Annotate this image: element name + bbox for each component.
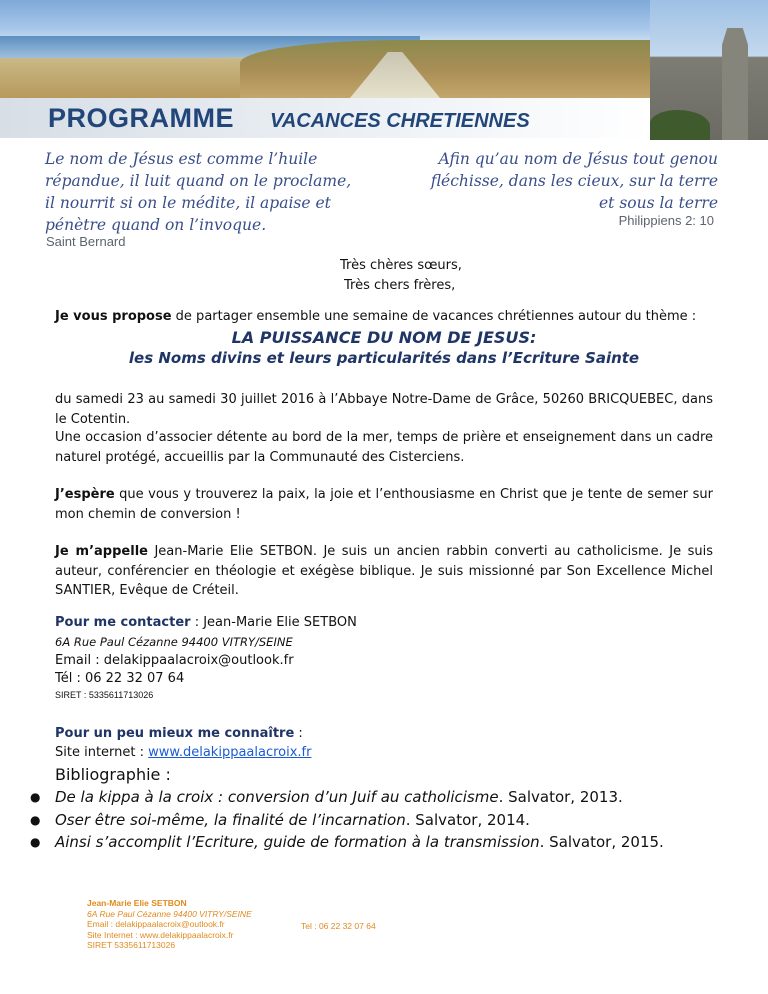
website-label: Site internet :: [55, 745, 149, 760]
dune-area: [240, 40, 650, 98]
book-title: Ainsi s’accomplit l’Ecriture, guide de formation à la transmission: [55, 833, 540, 851]
theme-subtitle: les Noms divins et leurs particularités dans l’Ecriture Sainte: [128, 349, 640, 367]
more-line: [55, 726, 303, 741]
more-colon: :: [294, 726, 303, 741]
greeting-line-2: Très chers frères,: [344, 278, 456, 293]
footer-name: Jean-Marie Elie SETBON: [87, 898, 187, 908]
bullet-icon: ●: [30, 790, 41, 804]
details-dates: du samedi 23 au samedi 30 juillet 2016 à l’Abbaye Notre-Dame de Grâce, 50260 BRICQUEBEC, dans le Cotentin.: [55, 392, 713, 427]
book-publisher: . Salvator, 2015.: [539, 833, 664, 851]
greeting-line-1: Très chères sœurs,: [340, 258, 462, 273]
bibliography-list: [30, 786, 750, 854]
about-text: Jean-Marie Elie SETBON. Je suis un ancien rabbin converti au catholicisme. Je suis auteur, conférencier en théologie et exégèse biblique. Je suis missionné par Son Excellence Michel SANTIER, Evêque de Créteil.: [55, 544, 713, 598]
hope-paragraph: [55, 485, 713, 524]
footer-site: Site Internet : www.delakippaalacroix.fr: [87, 929, 234, 940]
hope-lead: J’espère: [55, 487, 115, 502]
contact-address: 6A Rue Paul Cézanne 94400 VITRY/SEINE: [55, 635, 293, 649]
intro-text: de partager ensemble une semaine de vacances chrétiennes autour du thème :: [171, 309, 697, 324]
more-lead: Pour un peu mieux me connaître: [55, 726, 295, 741]
quote-right: Afin qu’au nom de Jésus tout genou fléchisse, dans les cieux, sur la terre et sous la terre: [430, 150, 718, 212]
contact-email: Email : delakippaalacroix@outlook.fr: [55, 653, 294, 668]
theme-title: LA PUISSANCE DU NOM DE JESUS:: [231, 328, 537, 347]
list-item: [30, 831, 750, 854]
quote-right-source: Philippiens 2: 10: [618, 213, 714, 228]
intro-paragraph: [55, 307, 713, 327]
tree-shape: [650, 110, 710, 140]
bullet-icon: ●: [30, 812, 41, 827]
church-tower: [722, 28, 748, 140]
list-item: [30, 809, 750, 832]
bibliography-title: Bibliographie :: [55, 765, 171, 784]
footer-phone: Tel : 06 22 32 07 64: [301, 921, 376, 931]
footer-contact-block: [87, 898, 252, 951]
website-link[interactable]: www.delakippaalacroix.fr: [148, 745, 312, 760]
contact-name: : Jean-Marie Elie SETBON: [190, 615, 357, 630]
book-publisher: . Salvator, 2013.: [498, 788, 623, 806]
contact-siret: SIRET : 5335611713026: [55, 690, 154, 700]
footer-address: 6A Rue Paul Cézanne 94400 VITRY/SEINE: [87, 908, 252, 919]
book-title: Oser être soi-même, la finalité de l’incarnation: [55, 810, 406, 829]
list-item: [30, 786, 750, 809]
contact-lead: Pour me contacter: [55, 615, 191, 630]
bullet-icon: ●: [30, 835, 41, 849]
quote-left: Le nom de Jésus est comme l’huile répandue, il luit quand on le proclame, il nourrit si on le médite, il apaise et pénètre quand on l’invoque.: [45, 150, 352, 234]
website-line: [55, 745, 311, 760]
contact-line: [55, 615, 357, 630]
page-title: PROGRAMME: [48, 103, 234, 133]
footer-siret: SIRET 5335611713026: [87, 940, 176, 950]
hope-text: que vous y trouverez la paix, la joie et l’enthousiasme en Christ que je tente de semer sur mon chemin de conversion !: [55, 487, 713, 522]
about-lead: Je m’appelle: [55, 544, 148, 559]
contact-phone: Tél : 06 22 32 07 64: [55, 671, 185, 686]
about-paragraph: [55, 542, 713, 601]
intro-lead: Je vous propose: [55, 309, 172, 324]
book-publisher: . Salvator, 2014.: [405, 810, 530, 829]
footer-email: Email : delakippaalacroix@outlook.fr: [87, 919, 225, 929]
page-subtitle: VACANCES CHRETIENNES: [270, 110, 530, 132]
book-title: De la kippa à la croix : conversion d’un Juif au catholicisme: [55, 788, 499, 806]
quote-left-source: Saint Bernard: [46, 234, 126, 249]
details-occasion: Une occasion d’associer détente au bord de la mer, temps de prière et enseignement dans un cadre naturel protégé, accueillis par la Communauté des Cisterciens.: [55, 430, 713, 465]
